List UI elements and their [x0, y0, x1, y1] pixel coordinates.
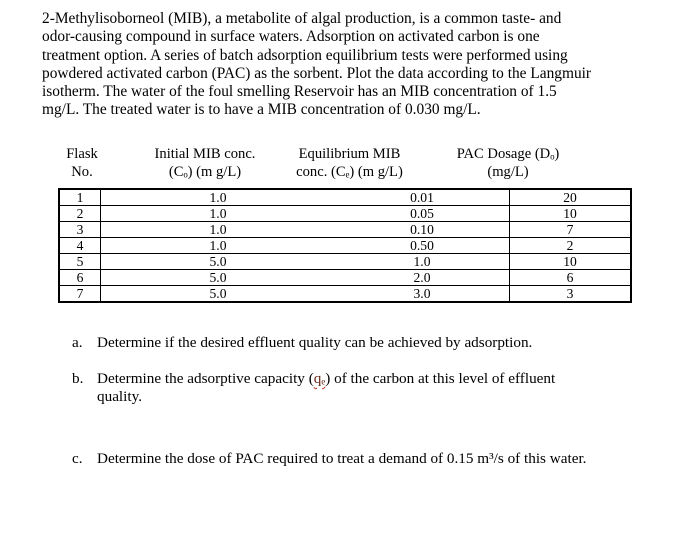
- cell-initial: 1.0: [101, 222, 336, 238]
- cell-flask: 4: [59, 238, 101, 254]
- data-table: [58, 188, 632, 303]
- problem-line: odor-causing compound in surface waters. Adsorption on activated carbon is one: [42, 28, 540, 46]
- cell-pac: 2: [510, 238, 632, 254]
- question-b: [72, 370, 662, 406]
- table-row: [59, 286, 631, 303]
- header-flask: Flask No.: [66, 146, 98, 180]
- cell-equilibrium: 0.10: [335, 222, 510, 238]
- cell-equilibrium: 3.0: [335, 286, 510, 303]
- cell-pac: 10: [510, 206, 632, 222]
- table-row: [59, 270, 631, 286]
- table-row: [59, 238, 631, 254]
- cell-pac: 3: [510, 286, 632, 303]
- question-letter: a.: [72, 334, 83, 351]
- table-row: [59, 222, 631, 238]
- question-text: Determine if the desired effluent quality can be achieved by adsorption.: [97, 334, 533, 351]
- cell-flask: 7: [59, 286, 101, 303]
- cell-equilibrium: 2.0: [335, 270, 510, 286]
- question-letter: c.: [72, 450, 83, 467]
- question-text-continued: quality.: [97, 388, 142, 405]
- problem-line: isotherm. The water of the foul smelling Reservoir has an MIB concentration of 1.5: [42, 83, 557, 101]
- cell-flask: 1: [59, 189, 101, 206]
- cell-initial: 5.0: [101, 286, 336, 303]
- cell-flask: 3: [59, 222, 101, 238]
- question-letter: b.: [72, 370, 84, 387]
- cell-equilibrium: 1.0: [335, 254, 510, 270]
- cell-flask: 5: [59, 254, 101, 270]
- header-pac-dosage: PAC Dosage (Dₒ) (mg/L): [456, 146, 560, 180]
- problem-statement: [42, 10, 662, 120]
- cell-pac: 20: [510, 189, 632, 206]
- cell-equilibrium: 0.50: [335, 238, 510, 254]
- header-initial-conc: Initial MIB conc. (Cₒ) (m g/L): [154, 146, 256, 180]
- question-text: Determine the dose of PAC required to treat a demand of 0.15 m³/s of this water.: [97, 450, 587, 467]
- cell-pac: 10: [510, 254, 632, 270]
- cell-equilibrium: 0.05: [335, 206, 510, 222]
- header-equilibrium-conc: Equilibrium MIB conc. (Cₑ) (m g/L): [296, 146, 403, 180]
- cell-initial: 1.0: [101, 238, 336, 254]
- cell-initial: 1.0: [101, 206, 336, 222]
- cell-initial: 5.0: [101, 270, 336, 286]
- question-a: [72, 334, 662, 352]
- cell-equilibrium: 0.01: [335, 189, 510, 206]
- cell-initial: 5.0: [101, 254, 336, 270]
- problem-line: treatment option. A series of batch adsorption equilibrium tests were performed using: [42, 46, 568, 64]
- table-row: [59, 254, 631, 270]
- cell-flask: 6: [59, 270, 101, 286]
- problem-line: mg/L. The treated water is to have a MIB concentration of 0.030 mg/L.: [42, 101, 481, 119]
- table-row: [59, 206, 631, 222]
- table-row: [59, 189, 631, 206]
- question-text: Determine the adsorptive capacity (qₑ) of the carbon at this level of effluent: [97, 370, 556, 387]
- cell-pac: 7: [510, 222, 632, 238]
- problem-line: 2-Methylisoborneol (MIB), a metabolite of algal production, is a common taste- and: [42, 10, 562, 27]
- cell-pac: 6: [510, 270, 632, 286]
- question-c: [72, 450, 662, 468]
- cell-flask: 2: [59, 206, 101, 222]
- adsorptive-capacity-symbol: qₑ: [313, 370, 326, 387]
- cell-initial: 1.0: [101, 189, 336, 206]
- problem-line: powdered activated carbon (PAC) as the sorbent. Plot the data according to the Langmuir: [42, 64, 592, 82]
